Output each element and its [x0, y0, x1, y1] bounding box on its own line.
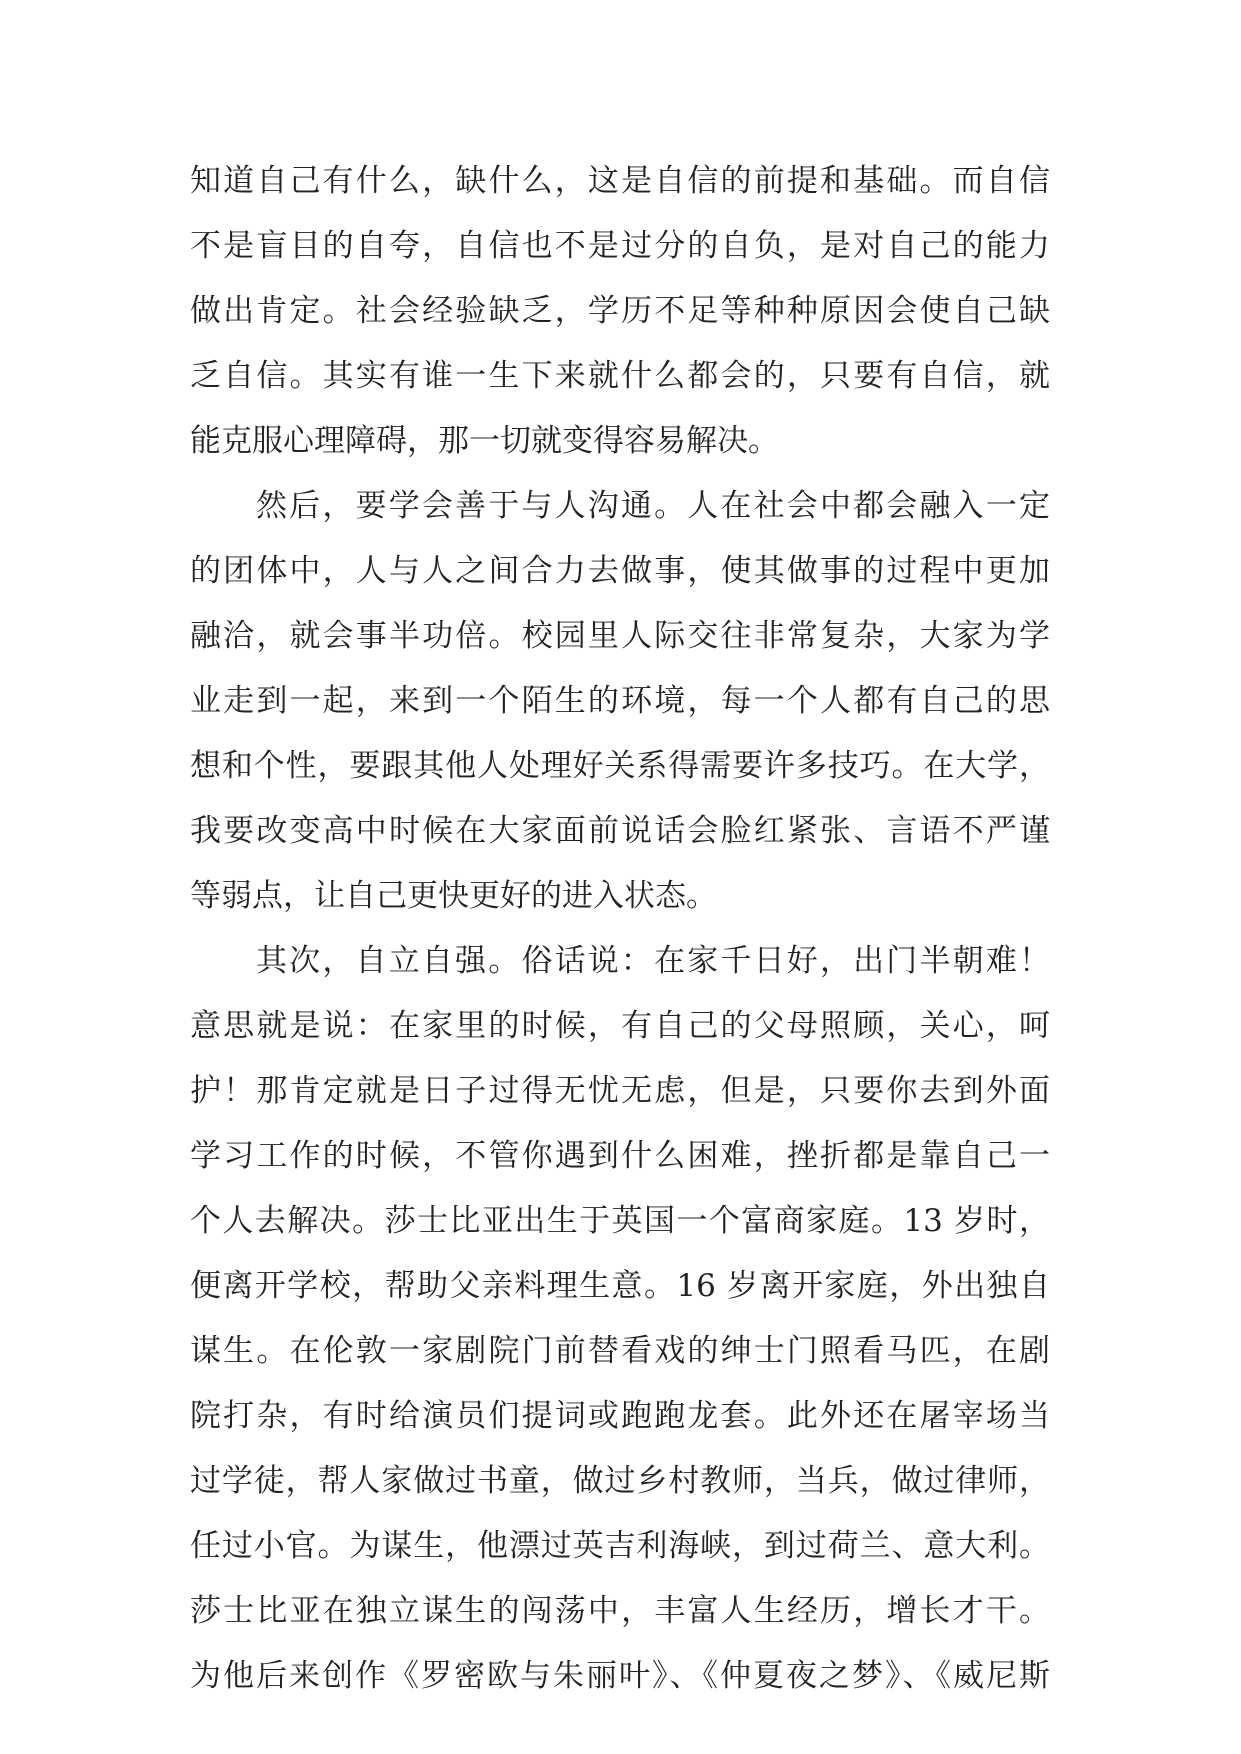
text-line: 等弱点，让自己更快更好的进入状态。 [190, 878, 717, 914]
text-line: 意思就是说：在家里的时候，有自己的父母照顾，关心，呵 [190, 1008, 1050, 1044]
text-line: 我要改变高中时候在大家面前说话会脸红紧张、言语不严谨 [190, 813, 1050, 849]
text-line: 想和个性，要跟其他人处理好关系得需要许多技巧。在大学， [190, 748, 1050, 784]
text-line: 乏自信。其实有谁一生下来就什么都会的，只要有自信，就 [190, 358, 1050, 394]
text-line: 便离开学校，帮助父亲料理生意。16 岁离开家庭，外出独自 [190, 1268, 1050, 1304]
text-line: 知道自己有什么，缺什么，这是自信的前提和基础。而自信 [190, 163, 1050, 199]
text-line: 的团体中，人与人之间合力去做事，使其做事的过程中更加 [190, 553, 1050, 589]
text-line: 业走到一起，来到一个陌生的环境，每一个人都有自己的思 [190, 683, 1050, 719]
text-line: 为他后来创作《罗密欧与朱丽叶》、《仲夏夜之梦》、《威尼斯 [190, 1658, 1050, 1694]
paragraph [190, 158, 1050, 483]
text-line: 其次，自立自强。俗话说：在家千日好，出门半朝难！ [256, 943, 1050, 979]
text-line: 任过小官。为谋生，他漂过英吉利海峡，到过荷兰、意大利。 [190, 1528, 1050, 1564]
document-body [190, 158, 1050, 1718]
text-line: 护！那肯定就是日子过得无忧无虑，但是，只要你去到外面 [190, 1073, 1050, 1109]
text-line: 融洽，就会事半功倍。校园里人际交往非常复杂，大家为学 [190, 618, 1050, 654]
text-line: 个人去解决。莎士比亚出生于英国一个富商家庭。13 岁时， [190, 1203, 1050, 1239]
text-line: 然后，要学会善于与人沟通。人在社会中都会融入一定 [256, 488, 1050, 524]
text-line: 做出肯定。社会经验缺乏，学历不足等种种原因会使自己缺 [190, 293, 1050, 329]
paragraph [190, 483, 1050, 938]
text-line: 不是盲目的自夸，自信也不是过分的自负，是对自己的能力 [190, 228, 1050, 264]
text-line: 莎士比亚在独立谋生的闯荡中，丰富人生经历，增长才干。 [190, 1593, 1050, 1629]
text-line: 院打杂，有时给演员们提词或跑跑龙套。此外还在屠宰场当 [190, 1398, 1050, 1434]
text-line: 谋生。在伦敦一家剧院门前替看戏的绅士门照看马匹，在剧 [190, 1333, 1050, 1369]
text-line: 能克服心理障碍，那一切就变得容易解决。 [190, 423, 779, 459]
text-line: 学习工作的时候，不管你遇到什么困难，挫折都是靠自己一 [190, 1138, 1050, 1174]
paragraph [190, 938, 1050, 1718]
text-line: 过学徒，帮人家做过书童，做过乡村教师，当兵，做过律师， [190, 1463, 1050, 1499]
